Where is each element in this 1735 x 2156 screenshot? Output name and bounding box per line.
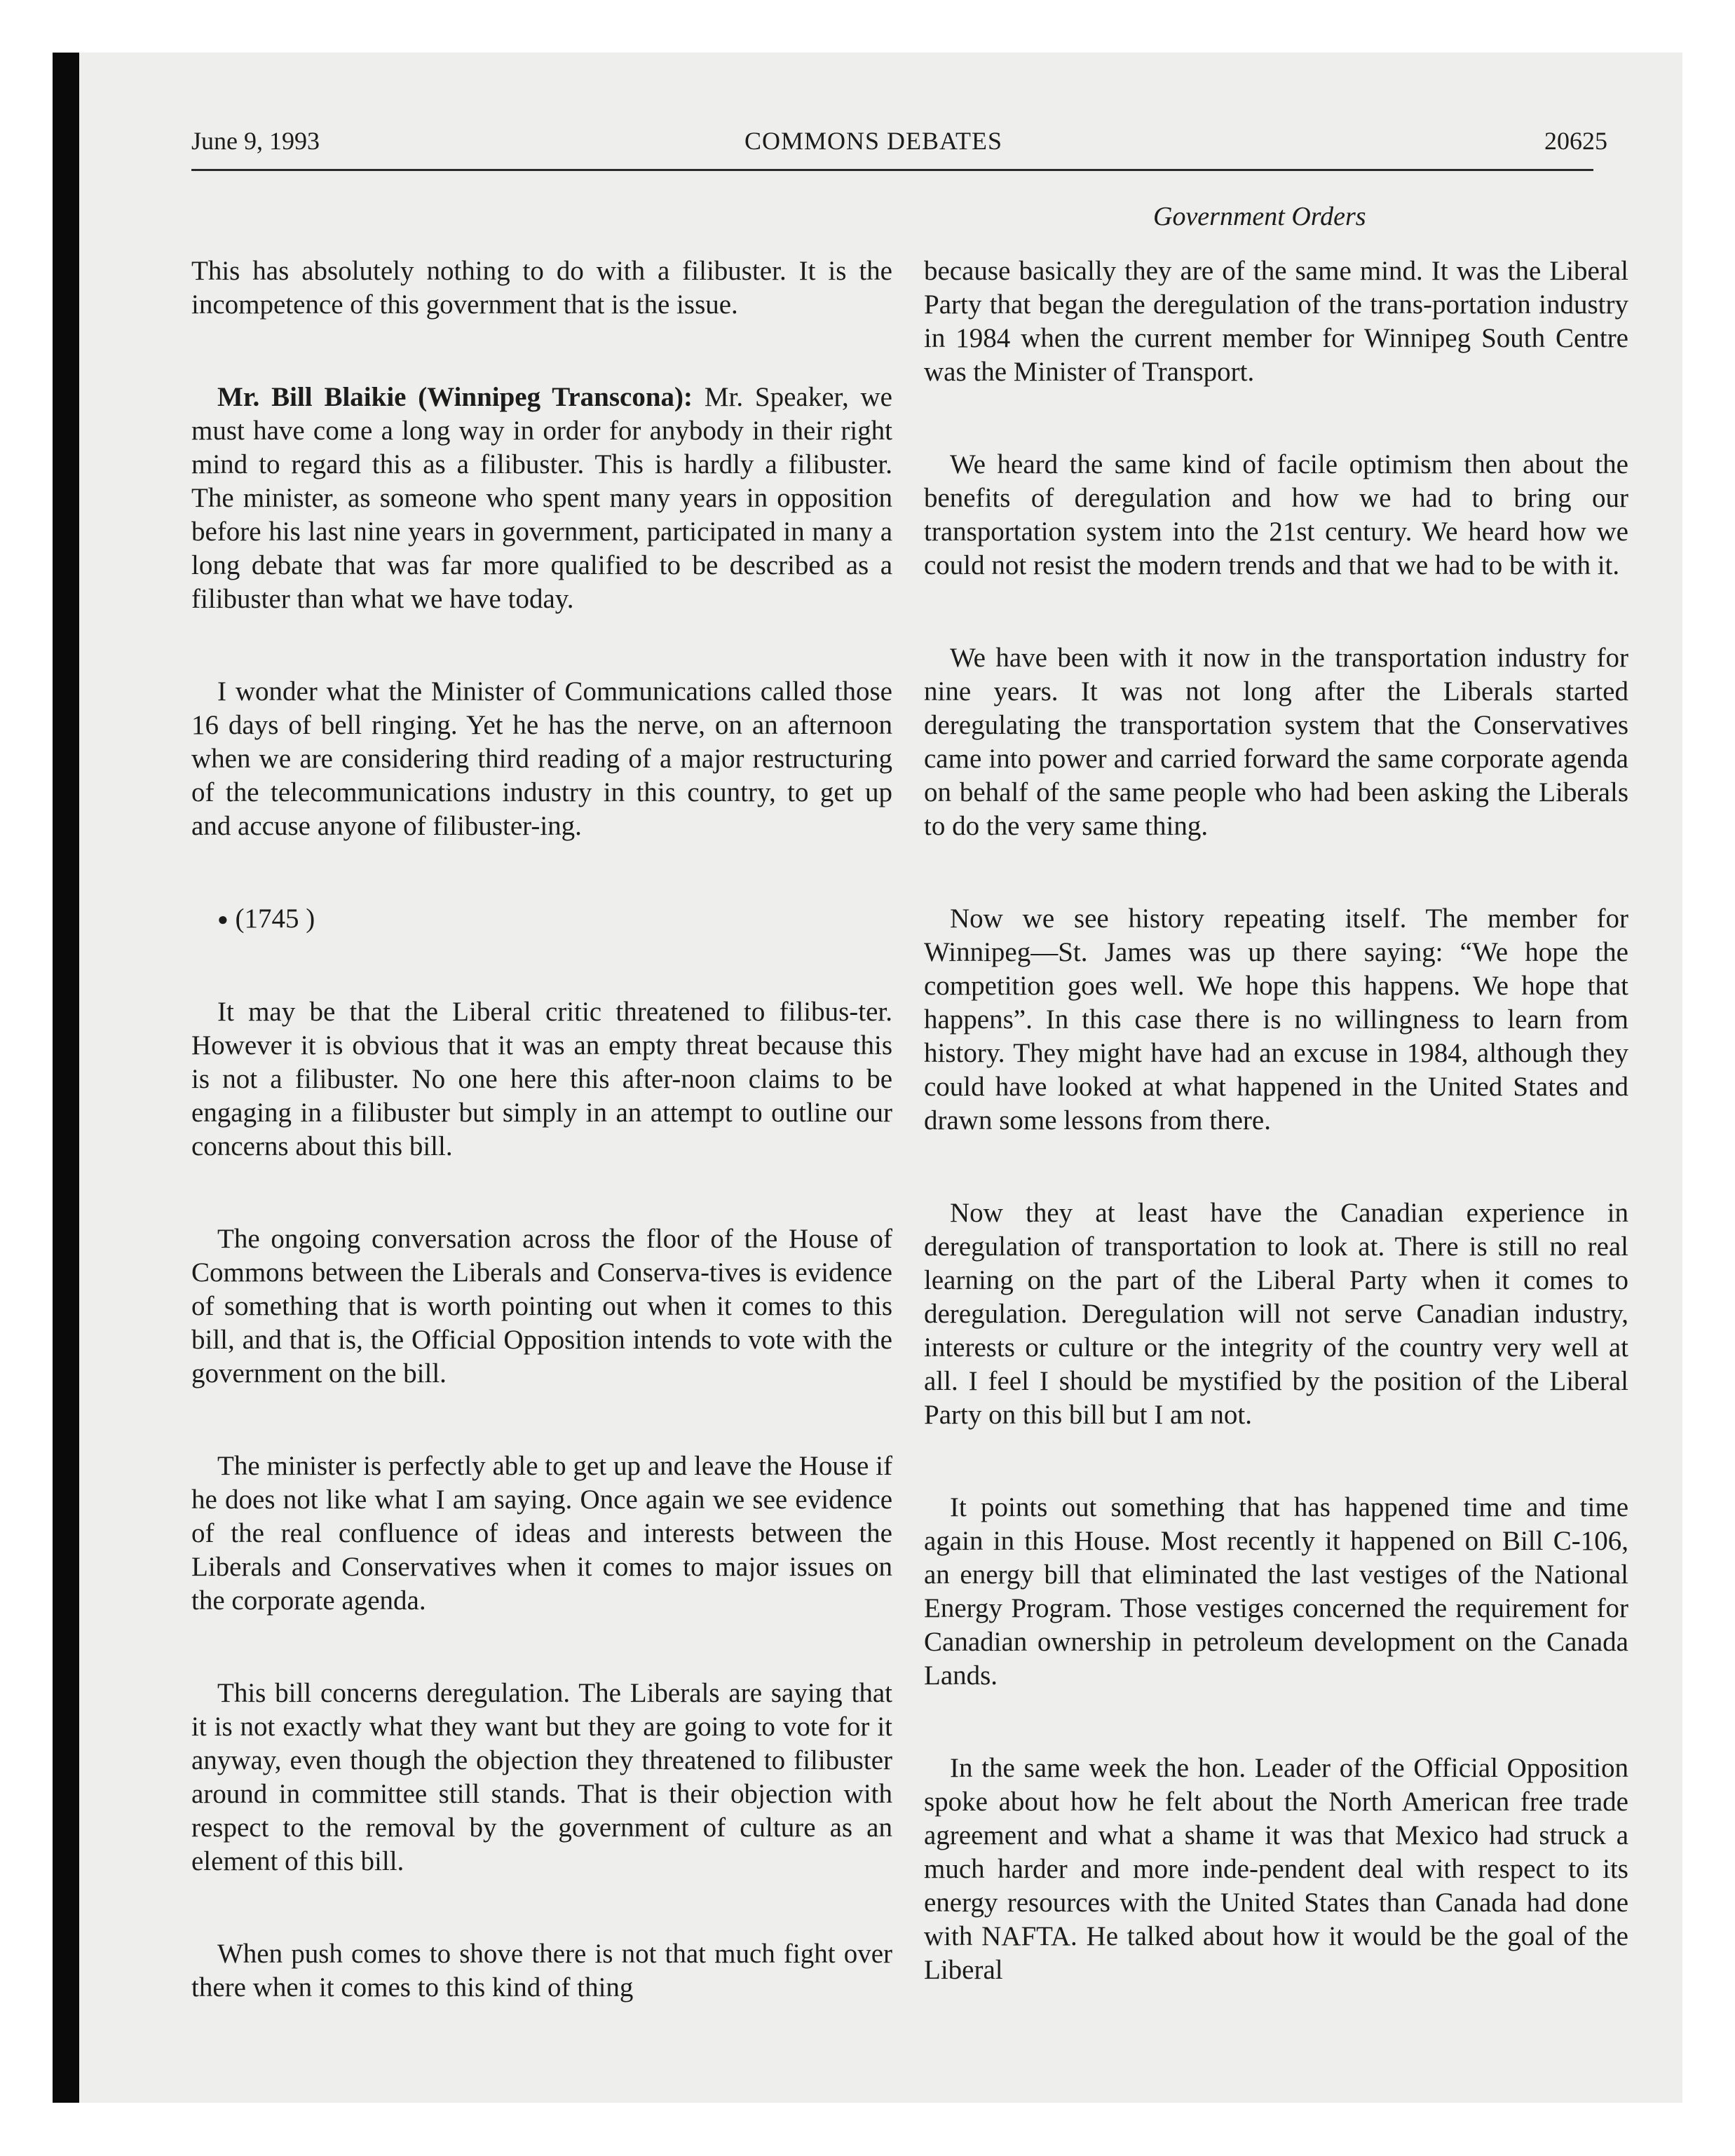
speech-text: Mr. Speaker, we must have come a long way in order for anybody in their right mind to regard this as a filibuster. This is hardly a filibuster. The minister, as someone who spent many years in opposition before his last nine years in government, participated in many a long debate that was far more qualified to be described as a filibuster than what we have today. (191, 382, 892, 614)
paragraph: When push comes to shove there is not that much fight over there when it comes to this kind of thing (191, 1939, 892, 2003)
section-title: Government Orders (1153, 202, 1366, 231)
paragraph: This bill concerns deregulation. The Liberals are saying that it is not exactly what they want but they are going to vote for it anyway, even though the objection they threatened to filibuster around in committee still stands. That is their objection with respect to the removal by the government of culture as an element of this bill. (191, 1678, 892, 1876)
paragraph: because basically they are of the same mind. It was the Liberal Party that began the deregulation of the trans-portation industry in 1984 when the current member for Winnipeg South Centre was the Minister of Transport. (924, 256, 1628, 387)
paragraph: This has absolutely nothing to do with a filibuster. It is the incompetence of this government that is the issue. (191, 256, 892, 320)
header-rule (191, 169, 1593, 171)
page-number: 20625 (1544, 127, 1607, 155)
paragraph: We have been with it now in the transportation industry for nine years. It was not long after the Liberals started deregulating the transportation system that the Conservatives came into power and carried forward the same corporate agenda on behalf of the same people who had been asking the Liberals to do the very same thing. (924, 643, 1628, 841)
header-title: COMMONS DEBATES (744, 127, 1003, 155)
paragraph: The minister is perfectly able to get up and leave the House if he does not like what I am saying. Once again we see evidence of the real confluence of ideas and interests between the Liberals and Conservatives when it comes to major issues on the corporate agenda. (191, 1451, 892, 1616)
time-marker-text: (1745 ) (235, 903, 315, 934)
paragraph (191, 381, 892, 616)
paragraph: It points out something that has happened time and time again in this House. Most recently it happened on Bill C-106, an energy bill that eliminated the last vestiges of the National Energy Program. Those vestiges concerned the requirement for Canadian ownership in petroleum development on the Canada Lands. (924, 1492, 1628, 1691)
paragraph: The ongoing conversation across the floor of the House of Commons between the Liberals and Conserva-tives is evidence of something that is worth pointing out when it comes to this bill, and that is, the Official Opposition intends to vote with the government on the bill. (191, 1224, 892, 1389)
header-date: June 9, 1993 (191, 127, 320, 155)
speaker-name: Mr. Bill Blaikie (Winnipeg Transcona): (217, 382, 693, 412)
paragraph: We heard the same kind of facile optimism then about the benefits of deregulation and how we had to bring our transportation system into the 21st century. We heard how we could not resist the modern trends and that we had to be with it. (924, 449, 1628, 580)
paragraph: It may be that the Liberal critic threatened to filibus-ter. However it is obvious that it was an empty threat because this is not a filibuster. No one here this after-noon claims to be engaging in a filibuster but simply in an attempt to outline our concerns about this bill. (191, 997, 892, 1161)
paragraph: In the same week the hon. Leader of the Official Opposition spoke about how he felt about the North American free trade agreement and what a shame it was that Mexico had struck a much harder and more inde-pendent deal with respect to its energy resources with the United States than Canada had done with NAFTA. He talked about how it would be the goal of the Liberal (924, 1753, 1628, 1985)
binding-edge (53, 53, 79, 2103)
right-column (924, 254, 1628, 2046)
bullet-icon: ● (217, 909, 229, 929)
time-marker (191, 902, 892, 936)
scanned-page (53, 53, 1682, 2103)
paragraph: Now we see history repeating itself. The member for Winnipeg—St. James was up there saying: “We hope the competition goes well. We hope this happens. We hope that happens”. In this case there is no willingness to learn from history. They might have had an excuse in 1984, although they could have looked at what happened in the United States and drawn some lessons from there. (924, 903, 1628, 1135)
paragraph: I wonder what the Minister of Communications called those 16 days of bell ringing. Yet he has the nerve, on an afternoon when we are considering third reading of a major restructuring of the telecommunications industry in this country, to get up and accuse anyone of filibuster-ing. (191, 676, 892, 841)
left-column (191, 254, 892, 2063)
paragraph: Now they at least have the Canadian experience in deregulation of transportation to look at. There is still no real learning on the part of the Liberal Party when it comes to deregulation. Deregulation will not serve Canadian industry, interests or culture or the integrity of the country very well at all. I feel I should be mystified by the position of the Liberal Party on this bill but I am not. (924, 1198, 1628, 1430)
